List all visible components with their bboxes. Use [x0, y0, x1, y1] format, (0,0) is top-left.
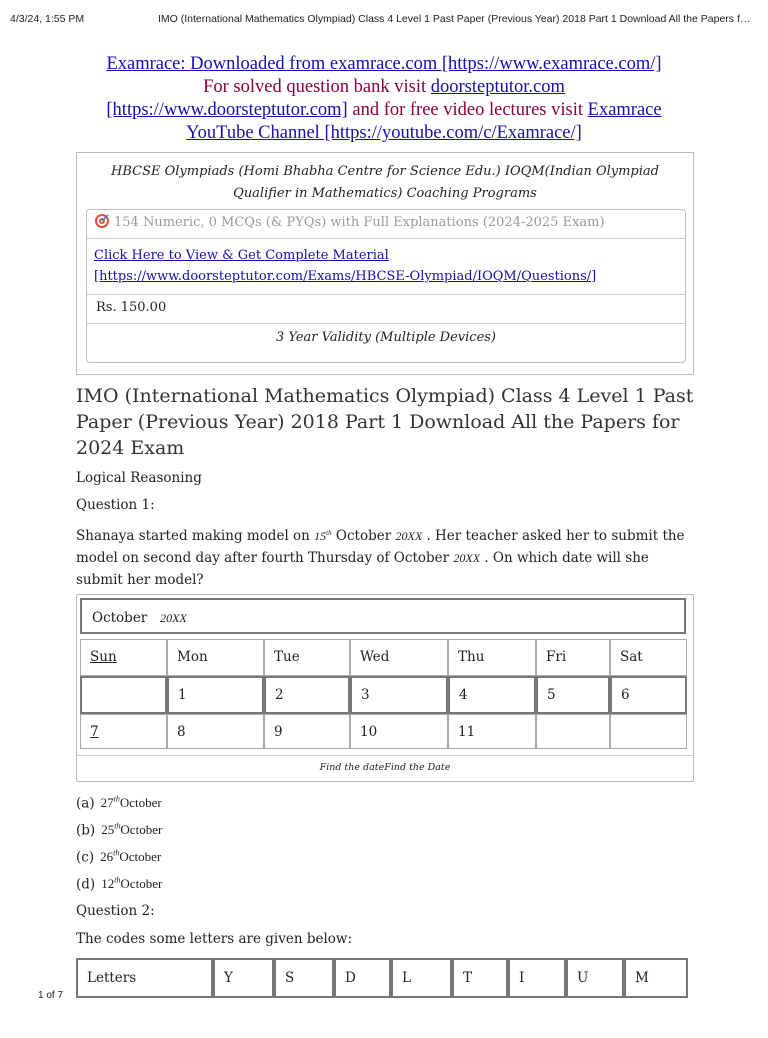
target-icon — [94, 213, 110, 229]
print-date: 4/3/24, 1:55 PM — [10, 13, 85, 25]
q1-text-b: October — [331, 528, 396, 544]
question-1-label: Question 1: — [76, 497, 155, 513]
code-header-cell: U — [566, 958, 624, 998]
date-cell: 6 — [610, 676, 687, 714]
date-cell: 1 — [167, 676, 264, 714]
examrace-link[interactable]: Examrace: Downloaded from examrace.com [https://www.examrace.com/] — [106, 54, 662, 74]
answer-option — [76, 822, 162, 838]
option-value — [101, 822, 162, 837]
code-header-cell: L — [391, 958, 452, 998]
code-header-cell: Letters — [76, 958, 213, 998]
day-header-cell: Wed — [350, 639, 448, 676]
day-header-cell: Tue — [264, 639, 350, 676]
code-header-cell: M — [624, 958, 688, 998]
date-cell: 4 — [448, 676, 536, 714]
divider — [87, 294, 685, 295]
date-cell — [536, 714, 610, 749]
course-title: HBCSE Olympiads (Homi Bhabha Centre for Science Edu.) IOQM(Indian Olympiad Qualifier in Mathematics) Coaching Programs — [111, 164, 659, 201]
option-month: October — [120, 876, 163, 892]
page-number: 1 of 7 — [38, 990, 64, 1001]
day-header-cell: Sun — [80, 639, 167, 676]
page-heading: IMO (International Mathematics Olympiad) Class 4 Level 1 Past Paper (Previous Year) 2018 Part 1 Download All the Papers for 2024 Exam — [76, 385, 694, 459]
question-2-label: Question 2: — [76, 903, 155, 919]
option-value — [100, 849, 161, 864]
code-header-cell: I — [508, 958, 566, 998]
answer-option — [76, 849, 161, 865]
banner-text-1: For solved question bank visit — [203, 77, 431, 97]
option-suffix: th — [114, 822, 121, 831]
day-header-cell: Fri — [536, 639, 610, 676]
doorsteptutor-url-link[interactable]: [https://www.doorsteptutor.com] — [106, 100, 348, 120]
date-cell: 11 — [448, 714, 536, 749]
option-label: (d) — [76, 876, 96, 893]
question-2-text: The codes some letters are given below: — [76, 931, 352, 947]
option-label: (c) — [76, 849, 95, 866]
q1-text-a: Shanaya started making model on — [76, 528, 315, 544]
examrace-banner — [40, 53, 728, 145]
calendar-header — [80, 598, 686, 634]
option-value — [101, 876, 162, 891]
date-cell: 9 — [264, 714, 350, 749]
option-day: 25 — [101, 822, 115, 838]
date-cell: 3 — [350, 676, 448, 714]
option-day: 26 — [100, 849, 114, 865]
q1-date — [314, 529, 331, 543]
course-price: Rs. 150.00 — [96, 300, 167, 315]
date-cell: 8 — [167, 714, 264, 749]
date-cell: 7 — [80, 714, 167, 749]
code-table — [76, 958, 692, 1038]
doorsteptutor-link[interactable]: doorsteptutor.com — [430, 77, 565, 97]
date-cell: 2 — [264, 676, 350, 714]
date-cell: 5 — [536, 676, 610, 714]
code-header-cell: T — [452, 958, 508, 998]
print-doc-title: IMO (International Mathematics Olympiad) Class 4 Level 1 Past Paper (Previous Year) 2018 Part 1 Download All the Papers f… — [158, 13, 751, 25]
option-month: October — [119, 849, 162, 865]
day-header-cell: Sat — [610, 639, 687, 676]
calendar-year: 20XX — [160, 611, 187, 625]
calendar-table — [76, 594, 694, 782]
question-1-text — [76, 522, 696, 591]
day-header-cell: Thu — [448, 639, 536, 676]
divider — [77, 755, 693, 756]
material-link-line1[interactable]: Click Here to View & Get Complete Material — [94, 248, 389, 263]
examrace-youtube-link-1[interactable]: Examrace — [587, 100, 662, 120]
calendar-month: October — [92, 610, 148, 626]
divider — [87, 238, 685, 239]
q1-date-sup: th — [326, 529, 332, 537]
course-summary-row — [94, 213, 605, 233]
course-summary: 154 Numeric, 0 MCQs (& PYQs) with Full Explanations (2024-2025 Exam) — [114, 215, 605, 230]
date-cell — [610, 714, 687, 749]
day-header-cell: Mon — [167, 639, 264, 676]
code-header-cell: D — [334, 958, 391, 998]
option-suffix: th — [113, 849, 120, 858]
course-box — [76, 152, 694, 375]
q1-year-2: 20XX — [453, 551, 481, 565]
option-label: (a) — [76, 795, 95, 812]
divider — [87, 323, 685, 324]
option-label: (b) — [76, 822, 96, 839]
section-label: Logical Reasoning — [76, 470, 202, 486]
material-link[interactable] — [94, 245, 596, 287]
option-month: October — [119, 795, 162, 811]
examrace-youtube-link-2[interactable]: YouTube Channel [https://youtube.com/c/Examrace/] — [186, 123, 582, 143]
option-value — [101, 795, 162, 810]
date-cell — [80, 676, 167, 714]
q1-date-num: 15 — [314, 529, 327, 543]
q1-text-d: . On which date will she submit her model? — [76, 550, 649, 588]
date-cell: 10 — [350, 714, 448, 749]
course-validity: 3 Year Validity (Multiple Devices) — [275, 330, 497, 345]
banner-text-2: and for free video lectures visit — [347, 100, 588, 120]
option-month: October — [120, 822, 163, 838]
option-suffix: th — [114, 876, 121, 885]
option-day: 12 — [101, 876, 115, 892]
option-day: 27 — [100, 795, 114, 811]
calendar-caption: Find the dateFind the Date — [319, 762, 451, 773]
code-header-cell: Y — [213, 958, 274, 998]
code-header-cell: S — [274, 958, 334, 998]
option-suffix: th — [113, 795, 120, 804]
material-link-line2[interactable]: [https://www.doorsteptutor.com/Exams/HBCSE-Olympiad/IOQM/Questions/] — [94, 269, 597, 284]
answer-option — [76, 795, 162, 811]
answer-option — [76, 876, 162, 892]
q1-year-1: 20XX — [395, 529, 423, 543]
q1-text-c: . Her teacher asked her to submit the model on second day after fourth Thursday of October — [76, 528, 685, 566]
course-detail-box — [86, 209, 686, 363]
